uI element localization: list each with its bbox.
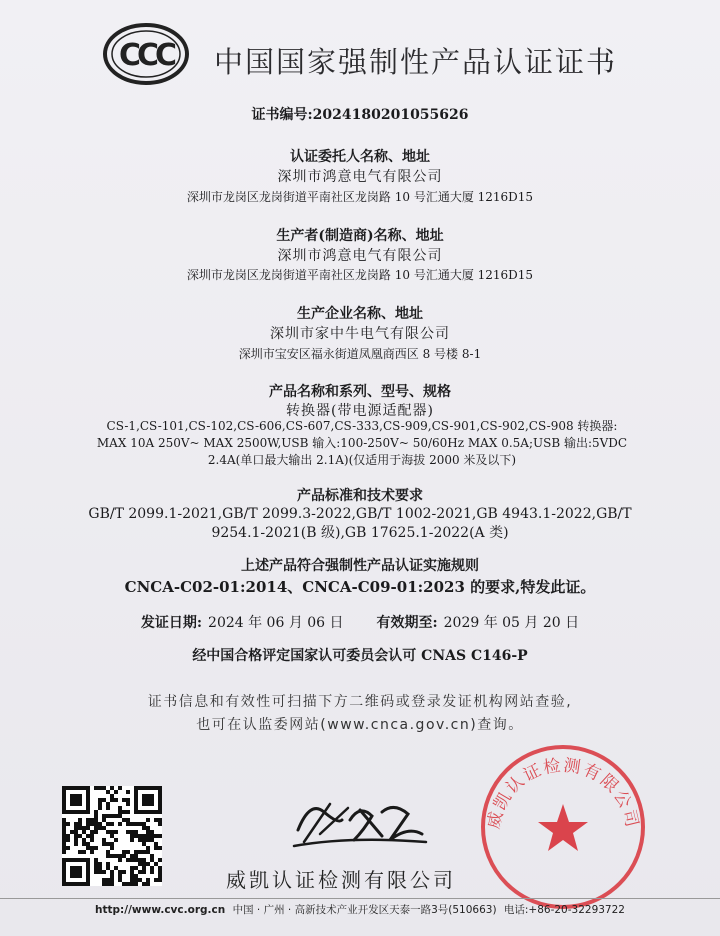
issuer-name: 威凯认证检测有限公司 [226, 868, 456, 892]
ccc-logo-text: CCC [118, 38, 174, 73]
footer-address: 中国 · 广州 · 高新技术产业开发区天泰一路3号(510663) [232, 904, 497, 916]
company-seal [478, 742, 648, 912]
signature [290, 790, 430, 854]
accreditation: 经中国合格评定国家认可委员会认可 CNAS C146-P [192, 648, 528, 664]
product-spec-line1: CS-1,CS-101,CS-102,CS-606,CS-607,CS-333,CS-909,CS-901,CS-902,CS-908 转换器: [106, 419, 618, 433]
footer-website[interactable]: http://www.cvc.org.cn [95, 904, 226, 916]
qr-code-pattern [62, 786, 162, 886]
product-heading: 产品名称和系列、型号、规格 [269, 384, 451, 400]
expiry-date-value: 2029 年 05 月 20 日 [443, 615, 580, 631]
client-name: 深圳市鸿意电气有限公司 [277, 169, 443, 185]
product-spec [52, 418, 672, 469]
standards-line1: GB/T 2099.1-2021,GB/T 2099.3-2022,GB/T 1002-2021,GB 4943.1-2022,GB/T [88, 506, 632, 522]
compliance-line2: CNCA-C02-01:2014、CNCA-C09-01:2023 的要求,特发此证。 [124, 578, 596, 596]
verification-line2: 也可在认监委网站(www.cnca.gov.cn)查询。 [196, 717, 524, 733]
ccc-logo [103, 22, 189, 86]
product-spec-line2: MAX 10A 250V~ MAX 2500W,USB 输入:100-250V~ 50/60Hz MAX 0.5A;USB 输出:5VDC [96, 436, 628, 450]
footer-phone: 电话:+86-20-32293722 [503, 904, 625, 916]
qr-code[interactable] [62, 786, 162, 886]
factory-address: 深圳市宝安区福永街道凤凰商西区 8 号楼 8-1 [238, 347, 482, 361]
cert-number-value: 2024180201055626 [312, 107, 469, 123]
manufacturer-name: 深圳市鸿意电气有限公司 [277, 248, 443, 264]
expiry-date-label: 有效期至: [376, 615, 438, 631]
manufacturer-heading: 生产者(制造商)名称、地址 [276, 228, 444, 244]
manufacturer-address: 深圳市龙岗区龙岗街道平南社区龙岗路 10 号汇通大厦 1216D15 [186, 268, 534, 282]
product-name: 转换器(带电源适配器) [286, 403, 434, 419]
footer [0, 898, 720, 917]
standards-list [70, 505, 650, 543]
issue-date-label: 发证日期: [140, 615, 203, 631]
seal-text: 威凯认证检测有限公司 [483, 755, 643, 831]
compliance-line1: 上述产品符合强制性产品认证实施规则 [241, 558, 479, 574]
standards-line2: 9254.1-2021(B 级),GB 17625.1-2022(A 类) [211, 525, 509, 541]
client-heading: 认证委托人名称、地址 [290, 149, 430, 165]
verification-line1: 证书信息和有效性可扫描下方二维码或登录发证机构网站查验, [147, 694, 573, 710]
cert-number-label: 证书编号: [251, 107, 313, 123]
standards-heading: 产品标准和技术要求 [297, 488, 423, 504]
factory-heading: 生产企业名称、地址 [297, 306, 423, 322]
issue-date-value: 2024 年 06 月 06 日 [208, 615, 344, 631]
cert-number [0, 104, 720, 124]
certificate-title: 中国国家强制性产品认证证书 [214, 45, 618, 79]
factory-name: 深圳市家中牛电气有限公司 [270, 326, 450, 342]
product-spec-line3: 2.4A(单口最大输出 2.1A)(仅适用于海拔 2000 米及以下) [207, 453, 517, 467]
dates-row [0, 612, 720, 632]
client-address: 深圳市龙岗区龙岗街道平南社区龙岗路 10 号汇通大厦 1216D15 [186, 190, 534, 204]
